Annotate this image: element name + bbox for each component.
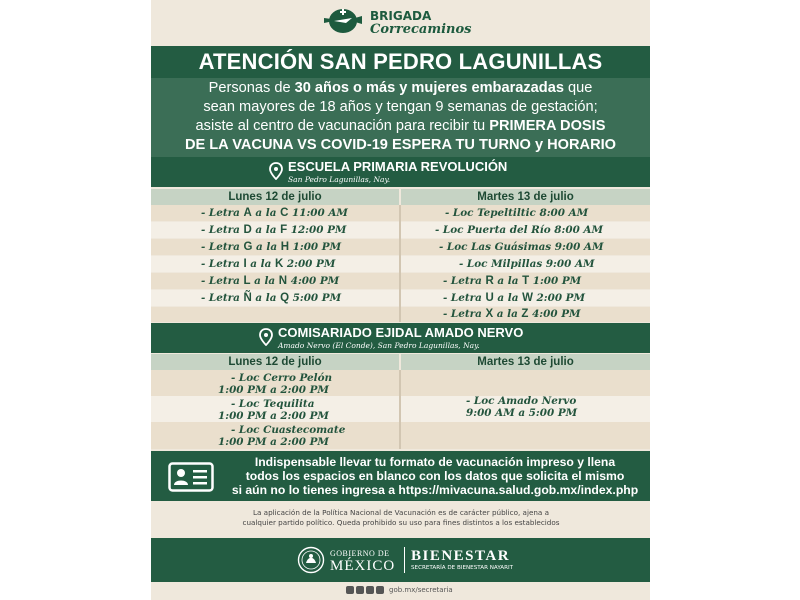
locality-slot: - Loc Tequilita 1:00 PM a 2:00 PM bbox=[218, 398, 329, 422]
hummingbird-emblem-icon bbox=[322, 6, 364, 36]
youtube-icon[interactable] bbox=[366, 586, 374, 594]
locality-slot: - Loc Milpillas 9:00 AM bbox=[459, 258, 595, 270]
venue1-name: ESCUELA PRIMARIA REVOLUCIÓN bbox=[288, 159, 508, 174]
mexico-label: MÉXICO bbox=[330, 558, 396, 574]
venue1-address: San Pedro Lagunillas, Nay. bbox=[288, 175, 391, 184]
locality-slot: - Loc Cuastecomate 1:00 PM a 2:00 PM bbox=[218, 424, 346, 448]
venue2-tuesday-slot: - Loc Amado Nervo 9:00 AM a 5:00 PM bbox=[466, 395, 578, 419]
letter-slot: - Letra G a la H 1:00 PM bbox=[201, 241, 342, 253]
letter-slot: - Letra L a la N 4:00 PM bbox=[201, 275, 340, 287]
footer-divider bbox=[404, 547, 405, 573]
footer-bar bbox=[151, 538, 650, 582]
locality-slot: - Loc Puerta del Río 8:00 AM bbox=[435, 224, 603, 236]
location-pin-icon bbox=[259, 328, 273, 346]
locality-slot: - Loc Cerro Pelón 1:00 PM a 2:00 PM bbox=[218, 372, 333, 396]
gobierno-label: GOBIERNO DE bbox=[330, 549, 390, 558]
bienestar-label: BIENESTAR bbox=[411, 548, 511, 564]
letter-slot: - Letra U a la W 2:00 PM bbox=[443, 292, 585, 304]
venue2-header bbox=[151, 323, 650, 353]
venue2-day2: Martes 13 de julio bbox=[401, 354, 650, 370]
venue2-name: COMISARIADO EJIDAL AMADO NERVO bbox=[278, 325, 524, 340]
letter-slot: - Letra R a la T 1:00 PM bbox=[443, 275, 582, 287]
letter-slot: - Letra D a la F 12:00 PM bbox=[201, 224, 347, 236]
venue1-header bbox=[151, 157, 650, 187]
intro-text: Personas de 30 años o más y mujeres embarazadas que sean mayores de 18 años y tengan 9 semanas de gestación; asiste al centro de vacunación para recibir tu PRIMERA DOSIS DE LA VACUNA VS COVID-19 ESPERA TU TURNO y HORARIO bbox=[151, 78, 650, 157]
bienestar-subtitle: SECRETARÍA DE BIENESTAR NAYARIT bbox=[411, 565, 514, 571]
brand-logo bbox=[322, 6, 482, 38]
letter-slot: - Letra A a la C 11:00 AM bbox=[201, 207, 348, 219]
instagram-icon[interactable] bbox=[376, 586, 384, 594]
page-title: ATENCIÓN SAN PEDRO LAGUNILLAS bbox=[151, 46, 650, 78]
notice-text: Indispensable llevar tu formato de vacunación impreso y llena todos los espacios en blanco con los datos que solicita el mismo si aún no lo tienes ingresa a https://mivacuna.salud.gob.mx/index.php bbox=[231, 455, 639, 497]
brand-line1: BRIGADA bbox=[370, 9, 432, 23]
government-seal-icon bbox=[297, 546, 325, 574]
letter-slot: - Letra I a la K 2:00 PM bbox=[201, 258, 336, 270]
legal-disclaimer: La aplicación de la Política Nacional de Vacunación es de carácter público, ajena a cualquier partido político. Queda prohibido su uso para fines distintos a los establecidos bbox=[242, 508, 560, 527]
social-url[interactable]: gob.mx/secretaria bbox=[389, 586, 453, 594]
facebook-icon[interactable] bbox=[346, 586, 354, 594]
notice-box bbox=[151, 451, 650, 501]
letter-slot: - Letra Ñ a la Q 5:00 PM bbox=[201, 292, 342, 304]
brand-line2: Correcaminos bbox=[370, 22, 472, 37]
venue2-day1: Lunes 12 de julio bbox=[151, 354, 399, 370]
letter-slot: - Letra X a la Z 4:00 PM bbox=[443, 308, 581, 320]
twitter-icon[interactable] bbox=[356, 586, 364, 594]
venue1-day2: Martes 13 de julio bbox=[401, 189, 650, 205]
vaccination-poster bbox=[151, 0, 650, 600]
locality-slot: - Loc Las Guásimas 9:00 AM bbox=[439, 241, 604, 253]
locality-slot: - Loc Tepeltiltic 8:00 AM bbox=[445, 207, 589, 219]
venue1-day1: Lunes 12 de julio bbox=[151, 189, 399, 205]
social-links bbox=[346, 586, 453, 596]
id-card-icon bbox=[168, 462, 214, 492]
venue2-address: Amado Nervo (El Conde), San Pedro Lagunillas, Nay. bbox=[278, 341, 480, 350]
location-pin-icon bbox=[269, 162, 283, 180]
